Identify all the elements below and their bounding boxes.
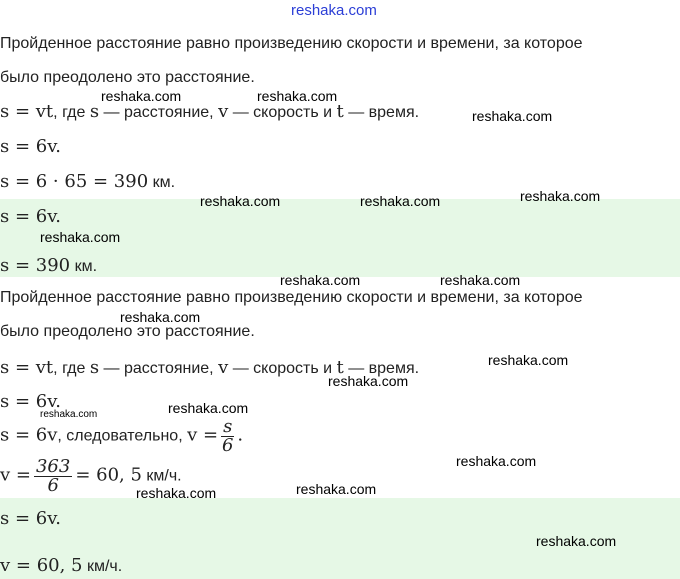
intro-line-1: Пройденное расстояние равно произведению скорости и времени, за которое: [0, 35, 583, 52]
fraction-denominator: 6: [221, 435, 234, 456]
formula-v-desc: — скорость и: [228, 104, 337, 121]
answer-1-line-2: [0, 255, 97, 277]
answer-1-math: s = 390: [0, 255, 71, 276]
formula-where: , где: [53, 360, 90, 377]
formula-lhs: s = vt: [0, 357, 54, 378]
equation-2-math: s = 6 · 65 = 390: [0, 171, 149, 192]
equation-2-unit: км.: [148, 174, 176, 191]
watermark: reshaka.com: [200, 193, 281, 209]
watermark: reshaka.com: [257, 88, 338, 104]
equation-2-math: s = 6v: [0, 424, 58, 446]
equation-2-v: v =: [187, 424, 219, 446]
formula-v: v: [218, 101, 229, 122]
formula-lhs: s = vt: [0, 101, 54, 122]
fraction-numerator: s: [223, 416, 233, 437]
equation-3-rest: = 60, 5: [75, 464, 142, 486]
fraction-363-over-6: [34, 458, 72, 495]
formula-v: v: [218, 357, 229, 378]
watermark: reshaka.com: [456, 453, 537, 469]
answer-2-unit: км/ч.: [82, 558, 123, 575]
formula-s-desc: — расстояние,: [99, 104, 219, 121]
fraction-numerator: 363: [35, 456, 71, 477]
watermark: reshaka.com: [280, 272, 361, 288]
formula-s: s: [89, 101, 100, 122]
answer-1-unit: км.: [70, 258, 98, 275]
formula-line: [0, 101, 419, 123]
equation-1: s = 6v.: [0, 391, 61, 412]
intro-line-2: было преодолено это расстояние.: [0, 323, 255, 340]
fraction-s-over-6: [221, 418, 234, 455]
formula-where: , где: [53, 104, 90, 121]
watermark: reshaka.com: [40, 409, 98, 420]
formula-s-desc: — расстояние,: [99, 360, 219, 377]
equation-2: s = 6v, следовательно, v = $\frac{s}{6}$ .: [0, 416, 244, 456]
formula-t: t: [336, 101, 344, 122]
watermark: reshaka.com: [536, 533, 617, 549]
answer-1-line-1: s = 6v.: [0, 206, 61, 227]
fraction-denominator: 6: [47, 475, 59, 496]
equation-3-v: v =: [0, 464, 31, 486]
formula-v-desc: — скорость и: [228, 360, 337, 377]
equation-2-text: , следовательно,: [57, 427, 188, 445]
watermark: reshaka.com: [520, 188, 601, 204]
answer-2-math: v = 60, 5: [0, 555, 83, 576]
watermark: reshaka.com: [360, 193, 441, 209]
watermark: reshaka.com: [136, 485, 217, 501]
watermark: reshaka.com: [488, 352, 569, 368]
formula-t-desc: — время.: [343, 360, 420, 377]
equation-2: [0, 171, 175, 193]
watermark: reshaka.com: [296, 481, 377, 497]
watermark: reshaka.com: [328, 373, 409, 389]
watermark: reshaka.com: [120, 309, 201, 325]
intro-line-1: Пройденное расстояние равно произведению скорости и времени, за которое: [0, 289, 583, 306]
equation-1: s = 6v.: [0, 136, 61, 157]
intro-line-2: было преодолено это расстояние.: [0, 69, 255, 86]
answer-2-line-2: [0, 555, 122, 577]
equation-3-unit: км/ч.: [141, 467, 182, 485]
formula-t: t: [336, 357, 344, 378]
watermark: reshaka.com: [40, 229, 121, 245]
watermark: reshaka.com: [168, 400, 249, 416]
watermark: reshaka.com: [440, 272, 521, 288]
formula-t-desc: — время.: [343, 104, 420, 121]
watermark: reshaka.com: [101, 88, 182, 104]
watermark: reshaka.com: [291, 2, 377, 19]
answer-2-line-1: s = 6v.: [0, 508, 61, 529]
formula-s: s: [89, 357, 100, 378]
watermark: reshaka.com: [472, 108, 553, 124]
